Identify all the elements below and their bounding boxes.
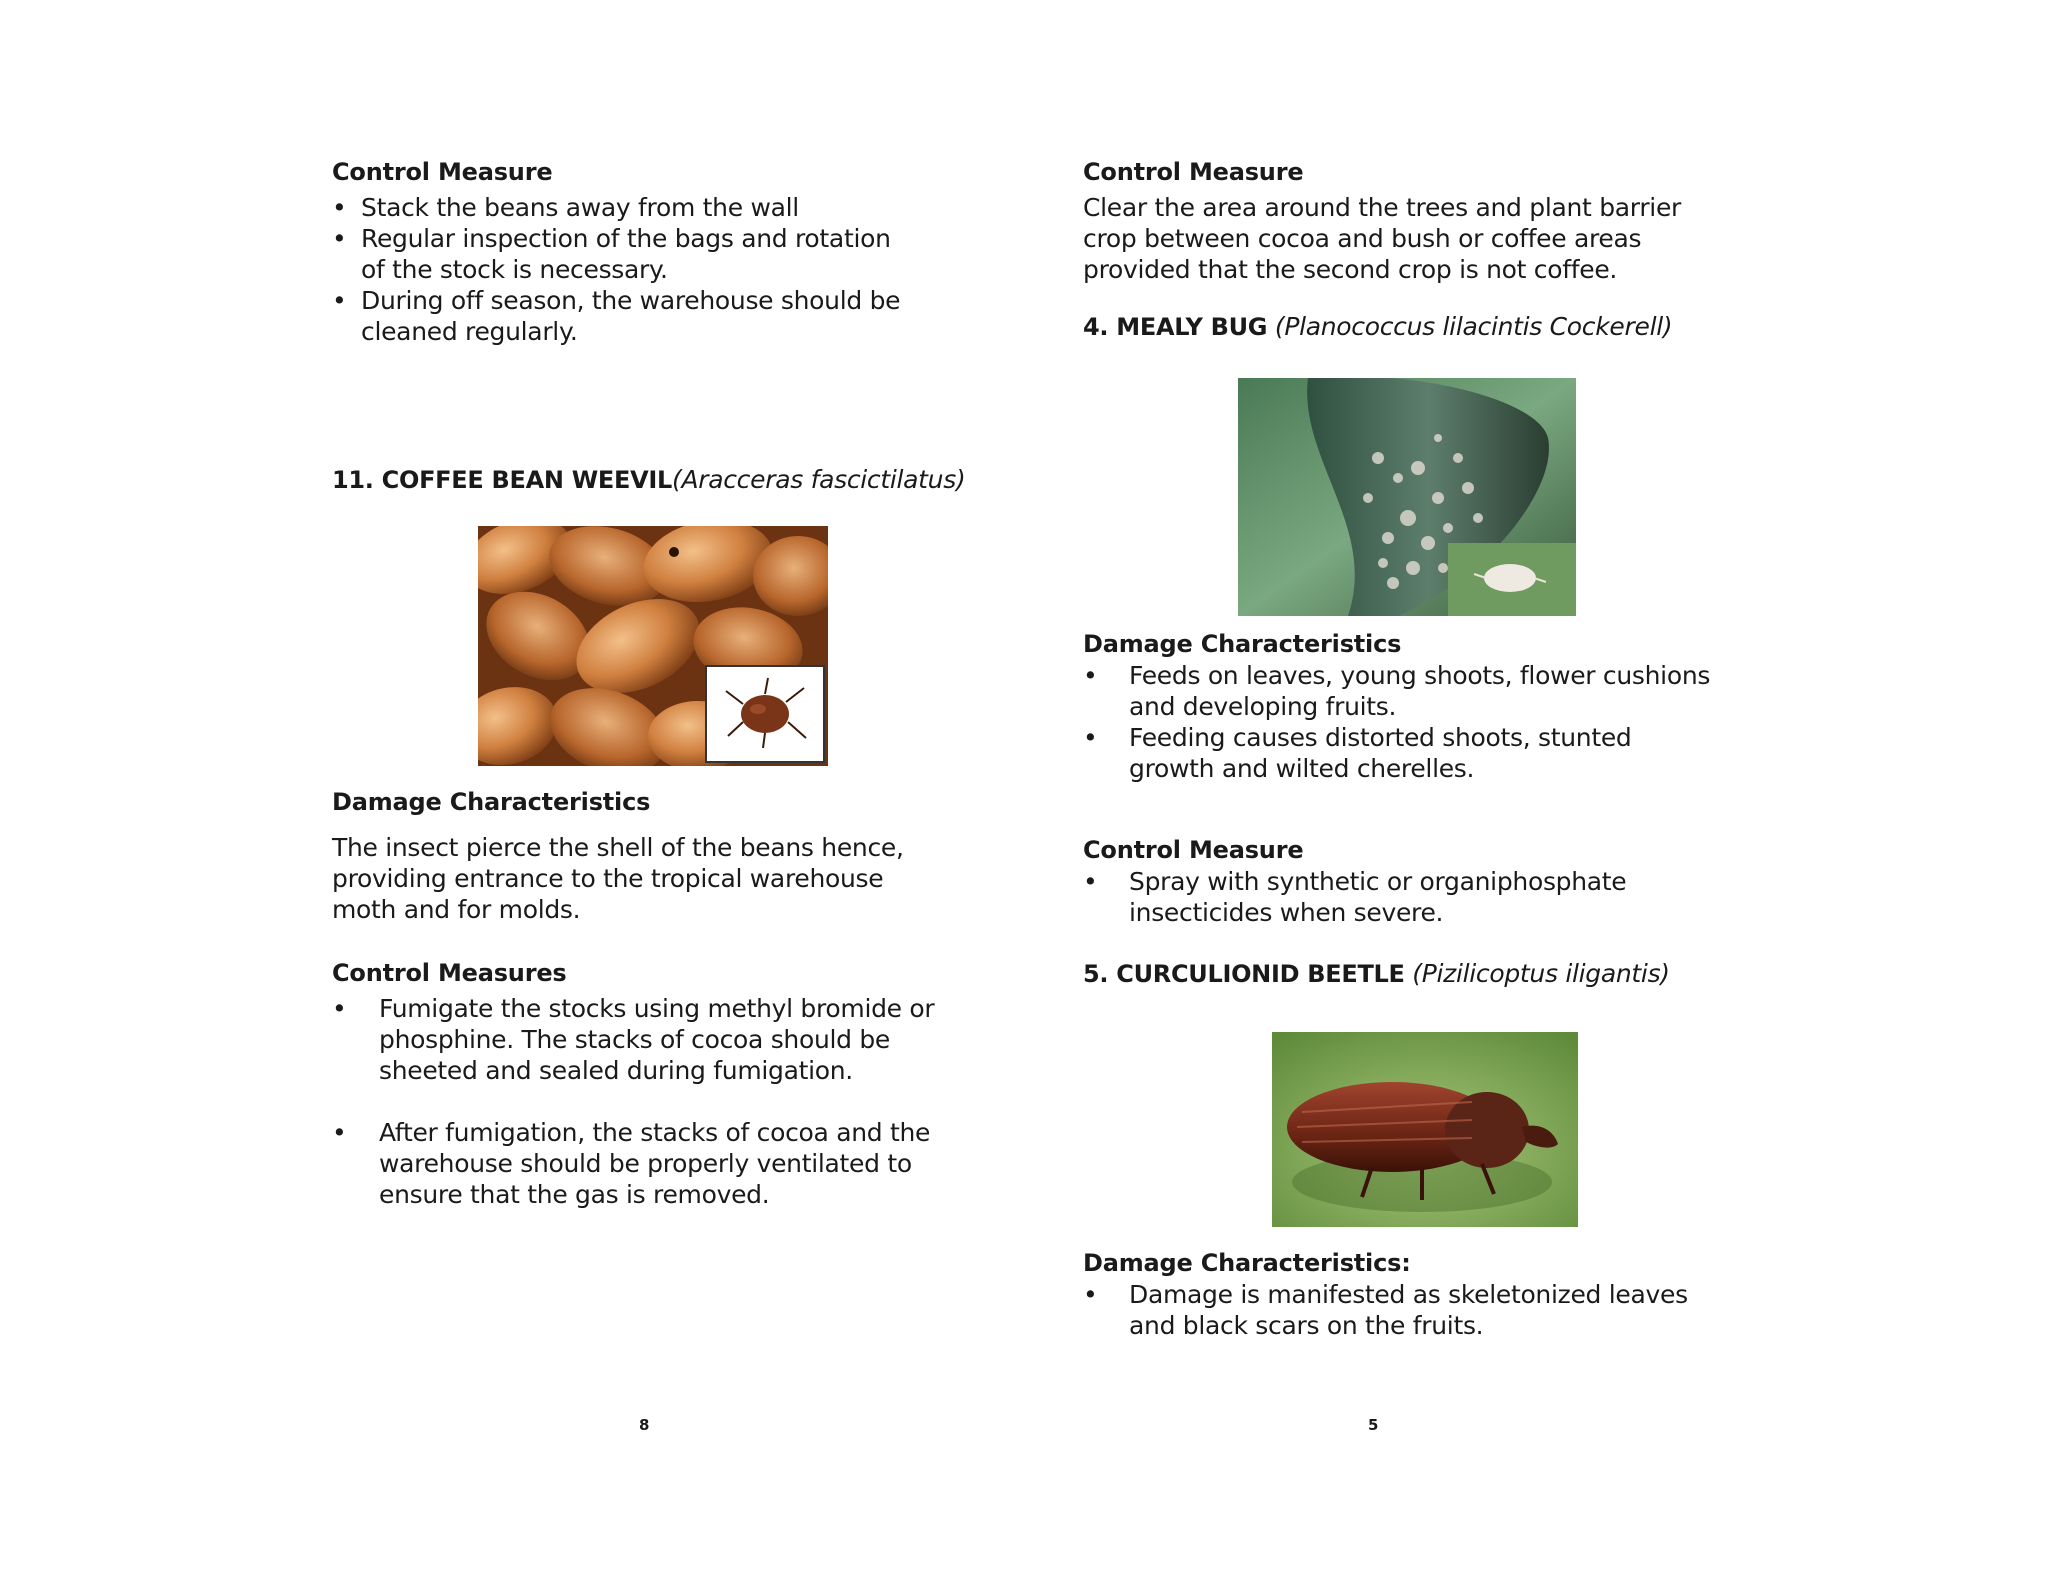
left-page-lower — [332, 786, 972, 1210]
control-measure-text: Clear the area around the trees and plant barrier crop between cocoa and bush or coffee areas provided that the second crop is not coffee. — [1083, 193, 1682, 284]
mealy-damage-heading: Damage Characteristics — [1083, 630, 1402, 658]
beetle-damage-heading: Damage Characteristics: — [1083, 1249, 1411, 1277]
curculionid-beetle-photo — [1272, 1032, 1578, 1227]
control-measures-heading: Control Measures — [332, 959, 567, 987]
list-item: • Spray with synthetic or organiphosphate insecticides when severe. — [1083, 867, 1627, 927]
damage-characteristics-heading: Damage Characteristics — [332, 788, 651, 816]
list-item: • Damage is manifested as skeletonized leaves and black scars on the fruits. — [1083, 1280, 1688, 1340]
right-page-middle — [1083, 628, 1743, 990]
mealy-bug-image — [1238, 378, 1576, 616]
right-page-lower — [1083, 1247, 1743, 1341]
beetle-image — [1272, 1032, 1578, 1227]
list-item: • Feeds on leaves, young shoots, flower cushions and developing fruits. — [1083, 661, 1711, 721]
list-item: • Feeding causes distorted shoots, stunted growth and wilted cherelles. — [1083, 723, 1632, 783]
left-page-column — [332, 156, 972, 496]
coffee-bean-weevil-title: 11. COFFEE BEAN WEEVIL(Aracceras fascictilatus) — [332, 465, 966, 494]
curculionid-beetle-title: 5. CURCULIONID BEETLE (Pizilicoptus iligantis) — [1083, 959, 1670, 988]
mealy-bug-title: 4. MEALY BUG (Planococcus lilacintis Cockerell) — [1083, 312, 1673, 341]
page-number-right: 5 — [1368, 1416, 1379, 1434]
mealy-bug-photo — [1238, 378, 1576, 616]
mealy-control-heading: Control Measure — [1083, 836, 1304, 864]
control-measures-list — [332, 993, 972, 1210]
list-item: • After fumigation, the stacks of cocoa and the warehouse should be properly ventilated to ensure that the gas is removed. — [332, 1118, 931, 1209]
mealy-damage-list — [1083, 660, 1743, 784]
list-item: • Stack the beans away from the wall — [332, 193, 799, 222]
cocoa-beans-image — [478, 526, 828, 766]
beetle-damage-list — [1083, 1279, 1743, 1341]
list-item: • During off season, the warehouse should be cleaned regularly. — [332, 286, 901, 346]
mealy-control-list — [1083, 866, 1743, 928]
list-item: • Regular inspection of the bags and rotation of the stock is necessary. — [332, 224, 891, 284]
right-page-column — [1083, 156, 1743, 343]
control-measure-heading: Control Measure — [1083, 158, 1304, 186]
coffee-bean-weevil-photo — [478, 526, 828, 766]
list-item: • Fumigate the stocks using methyl bromide or phosphine. The stacks of cocoa should be sheeted and sealed during fumigation. — [332, 994, 935, 1085]
damage-characteristics-text: The insect pierce the shell of the beans hence, providing entrance to the tropical warehouse moth and for molds. — [332, 833, 904, 924]
control-measure-heading: Control Measure — [332, 158, 553, 186]
control-measure-list — [332, 192, 972, 347]
page-number-left: 8 — [639, 1416, 650, 1434]
